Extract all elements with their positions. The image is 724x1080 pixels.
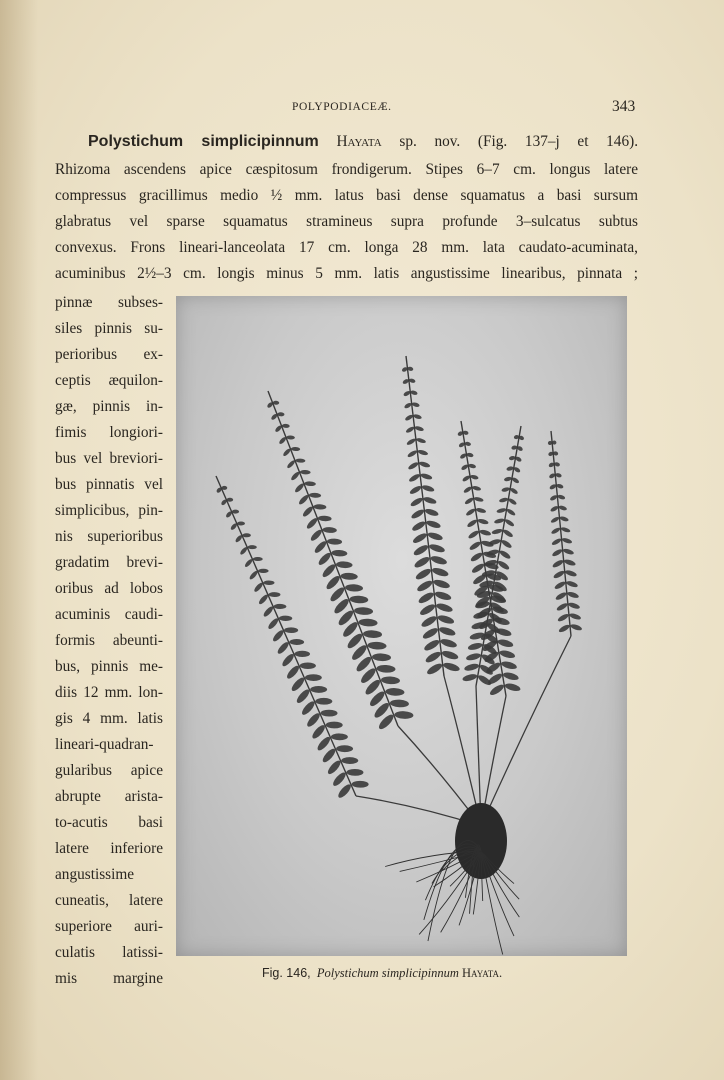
column-text-line: gæ, pinnis in- bbox=[55, 398, 163, 415]
description-first-line bbox=[88, 130, 638, 154]
column-text-line: bus, pinnis me- bbox=[55, 658, 163, 675]
column-text-line: abrupte arista- bbox=[55, 788, 163, 805]
species-reference: sp. nov. (Fig. 137–j et 146). bbox=[381, 133, 639, 150]
column-text-line: gradatim brevi- bbox=[55, 554, 163, 571]
description-line: glabratus vel sparse squamatus stramineus supra profunde 3–sulcatus subtus bbox=[55, 213, 638, 230]
description-line: compressus gracillimus medio ½ mm. latus basi dense squamatus a basi sursum bbox=[55, 187, 638, 204]
figure-caption-label: Fig. 146, bbox=[262, 966, 311, 980]
species-author: Hayata bbox=[336, 133, 382, 150]
column-text-line: fimis longiori- bbox=[55, 424, 163, 441]
column-text-line: bus vel breviori- bbox=[55, 450, 163, 467]
fern-illustration bbox=[176, 296, 627, 956]
column-text-line: gularibus apice bbox=[55, 762, 163, 779]
description-line: Rhizoma ascendens apice cæspitosum frondigerum. Stipes 6–7 cm. longus latere bbox=[55, 161, 638, 178]
column-text-line: superiore auri- bbox=[55, 918, 163, 935]
column-text-line: oribus ad lobos bbox=[55, 580, 163, 597]
column-text-line: lineari-quadran- bbox=[55, 736, 154, 753]
column-text-line: formis abeunti- bbox=[55, 632, 163, 649]
species-name: Polystichum simplicipinnum bbox=[88, 133, 319, 150]
column-text-line: culatis latissi- bbox=[55, 944, 163, 961]
column-text-line: bus pinnatis vel bbox=[55, 476, 163, 493]
figure-caption bbox=[262, 966, 502, 981]
column-text-line: diis 12 mm. lon- bbox=[55, 684, 163, 701]
figure-caption-species: Polystichum simplicipinnum bbox=[316, 966, 459, 980]
fern-specimen-photograph bbox=[176, 296, 627, 956]
column-text-line: gis 4 mm. latis bbox=[55, 710, 163, 727]
figure-caption-author: Hayata. bbox=[462, 966, 503, 980]
column-text-line: perioribus ex- bbox=[55, 346, 163, 363]
column-text-line: acuminis caudi- bbox=[55, 606, 163, 623]
column-text-line: cuneatis, latere bbox=[55, 892, 163, 909]
column-text-line: ceptis æquilon- bbox=[55, 372, 163, 389]
column-text-line: simplicibus, pin- bbox=[55, 502, 163, 519]
column-text-line: siles pinnis su- bbox=[55, 320, 163, 337]
running-head: POLYPODIACEÆ. bbox=[292, 101, 392, 113]
column-text-line: to-acutis basi bbox=[55, 814, 163, 831]
description-line: convexus. Frons lineari-lanceolata 17 cm. longa 28 mm. lata caudato-acuminata, bbox=[55, 239, 638, 256]
column-text-line: latere inferiore bbox=[55, 840, 163, 857]
column-text-line: mis margine bbox=[55, 970, 163, 987]
description-line: acuminibus 2½–3 cm. longis minus 5 mm. latis angustissime linearibus, pinnata ; bbox=[55, 265, 638, 282]
column-text-line: pinnæ subses- bbox=[55, 294, 163, 311]
column-text-line: angustissime bbox=[55, 866, 135, 883]
page-number: 343 bbox=[612, 98, 636, 115]
page-gutter-shadow bbox=[0, 0, 38, 1080]
column-text-line: nis superioribus bbox=[55, 528, 163, 545]
